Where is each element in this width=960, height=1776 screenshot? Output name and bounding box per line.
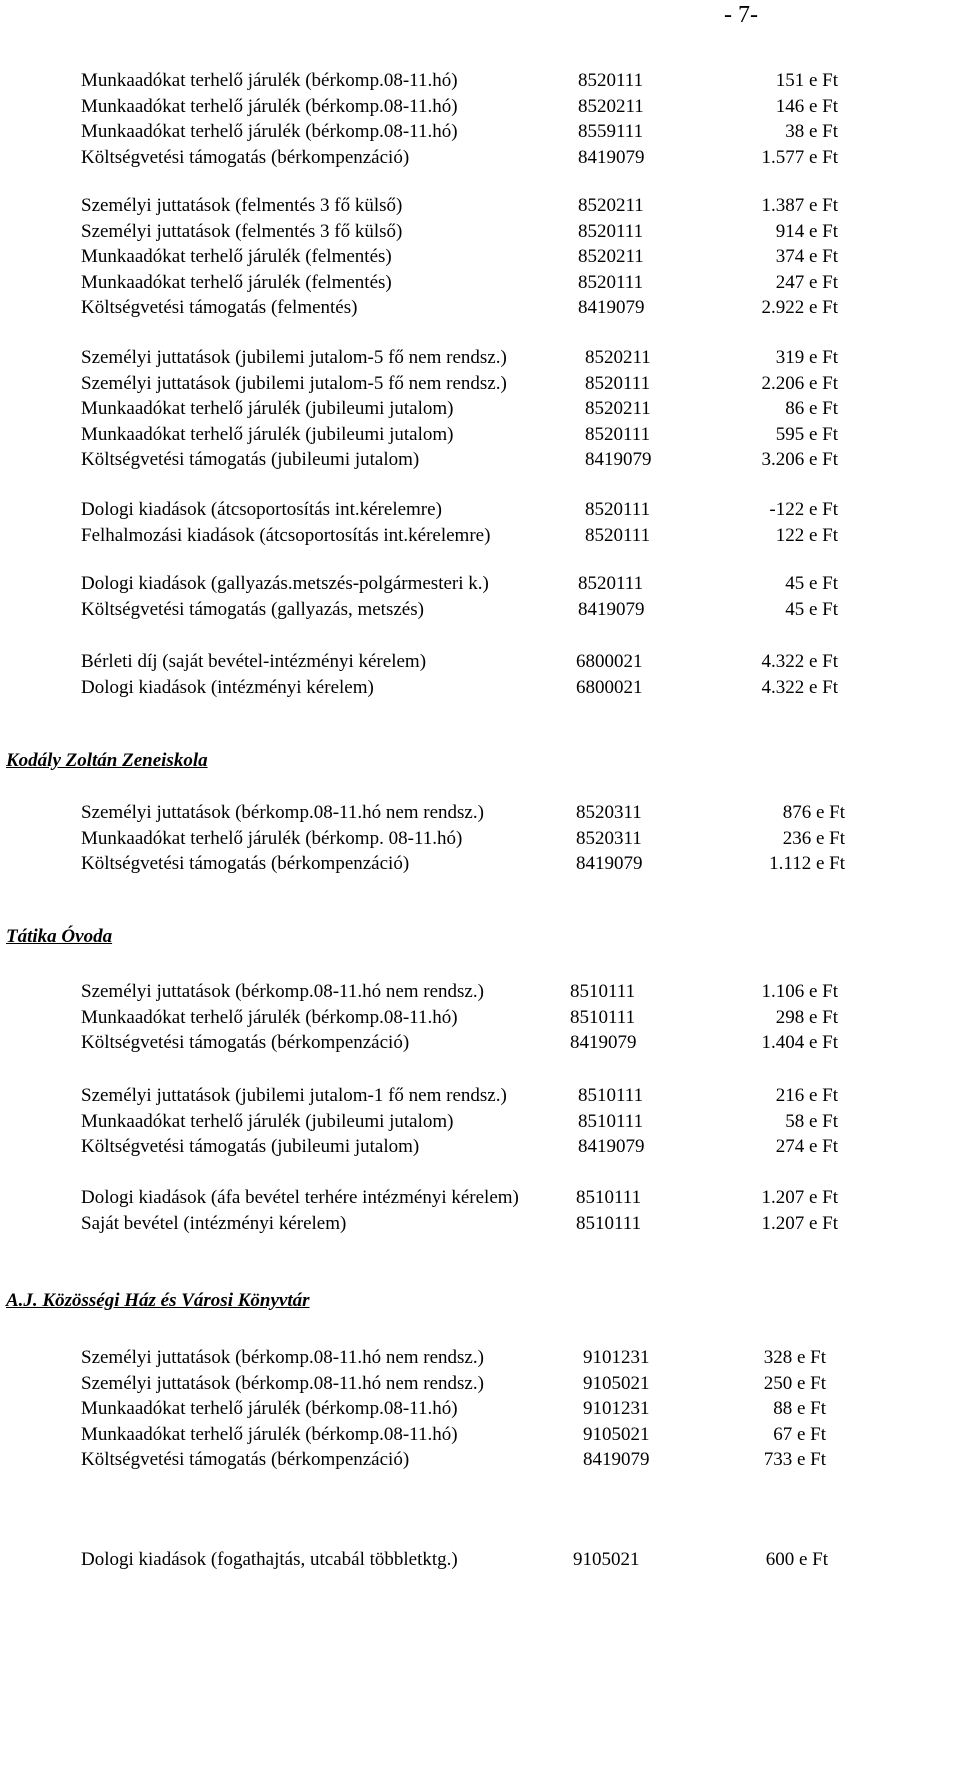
ledger-row (81, 800, 845, 825)
ledger-row (81, 1134, 838, 1159)
ledger-amount: 58 e Ft (785, 1110, 838, 1132)
ledger-amount: 45 e Ft (785, 598, 838, 620)
ledger-row (81, 219, 838, 244)
ledger-row (81, 1447, 826, 1472)
ledger-code: 8559111 (578, 121, 644, 142)
ledger-code: 8520211 (585, 398, 651, 419)
ledger-code: 9101231 (583, 1398, 650, 1419)
ledger-code: 8520111 (585, 372, 651, 394)
ledger-label: Munkaadókat terhelő járulék (bérkomp.08-11.hó) (81, 1423, 458, 1445)
ledger-label: Költségvetési támogatás (bérkompenzáció) (81, 1032, 410, 1053)
ledger-row (81, 523, 838, 548)
ledger-row (81, 979, 838, 1004)
ledger-code: 8520311 (576, 827, 642, 849)
ledger-amount: 247 e Ft (775, 271, 838, 293)
ledger-code: 8419079 (570, 1032, 637, 1053)
ledger-code: 8510111 (578, 1085, 644, 1106)
ledger-row (81, 396, 838, 421)
ledger-amount: -122 e Ft (769, 499, 838, 520)
ledger-row (81, 1083, 838, 1108)
ledger-label: Személyi juttatások (bérkomp.08-11.hó nem rendsz.) (81, 1347, 484, 1368)
ledger-row (81, 1371, 826, 1396)
ledger-code: 8520211 (578, 95, 644, 117)
ledger-label: Dologi kiadások (gallyazás.metszés-polgármesteri k.) (81, 573, 489, 594)
ledger-row (81, 571, 838, 596)
ledger-row (81, 371, 838, 396)
ledger-label: Munkaadókat terhelő járulék (jubileumi jutalom) (81, 398, 454, 419)
section-heading: Kodály Zoltán Zeneiskola (6, 750, 208, 771)
ledger-code: 6800021 (576, 651, 643, 672)
ledger-label: Felhalmozási kiadások (átcsoportosítás int.kérelemre) (81, 524, 491, 546)
ledger-row (81, 447, 838, 472)
ledger-code: 8419079 (583, 1449, 650, 1470)
ledger-code: 8520311 (576, 802, 642, 823)
ledger-amount: 86 e Ft (785, 398, 838, 419)
ledger-row (81, 1547, 828, 1572)
ledger-amount: 1.112 e Ft (769, 853, 845, 874)
ledger-row (81, 1185, 838, 1210)
ledger-code: 9105021 (583, 1372, 650, 1394)
ledger-row (81, 68, 838, 93)
ledger-label: Költségvetési támogatás (jubileumi jutalom) (81, 449, 420, 470)
ledger-code: 8520211 (585, 347, 651, 368)
section-heading: A.J. Közösségi Ház és Városi Könyvtár (6, 1290, 310, 1311)
ledger-amount: 146 e Ft (775, 95, 838, 117)
ledger-amount: 2.922 e Ft (761, 297, 838, 318)
ledger-code: 6800021 (576, 676, 643, 698)
ledger-row (81, 145, 838, 170)
ledger-row (81, 649, 838, 674)
ledger-code: 8520211 (578, 246, 644, 267)
ledger-label: Személyi juttatások (bérkomp.08-11.hó nem rendsz.) (81, 981, 484, 1002)
ledger-label: Személyi juttatások (jubilemi jutalom-5 fő nem rendsz.) (81, 372, 507, 394)
ledger-label: Munkaadókat terhelő járulék (bérkomp. 08-11.hó) (81, 827, 463, 849)
ledger-row (81, 597, 838, 622)
ledger-label: Dologi kiadások (fogathajtás, utcabál többletktg.) (81, 1549, 458, 1570)
ledger-label: Munkaadókat terhelő járulék (bérkomp.08-11.hó) (81, 70, 458, 91)
ledger-label: Költségvetési támogatás (bérkompenzáció) (81, 146, 410, 168)
ledger-row (81, 1030, 838, 1055)
ledger-code: 8419079 (578, 598, 645, 620)
ledger-row (81, 851, 845, 876)
ledger-code: 8510111 (576, 1187, 642, 1208)
ledger-code: 8520111 (578, 70, 644, 91)
ledger-amount: 67 e Ft (773, 1423, 826, 1445)
section-heading: Tátika Óvoda (6, 926, 113, 947)
ledger-amount: 298 e Ft (775, 1006, 838, 1028)
ledger-label: Munkaadókat terhelő járulék (jubileumi jutalom) (81, 423, 454, 445)
ledger-label: Személyi juttatások (felmentés 3 fő külső) (81, 220, 403, 242)
ledger-code: 8419079 (578, 146, 645, 168)
ledger-label: Személyi juttatások (bérkomp.08-11.hó nem rendsz.) (81, 1372, 484, 1394)
ledger-row (81, 119, 838, 144)
ledger-code: 8510111 (570, 981, 636, 1002)
ledger-row (81, 1345, 826, 1370)
ledger-amount: 4.322 e Ft (761, 651, 838, 672)
ledger-amount: 236 e Ft (782, 827, 845, 849)
ledger-code: 8520211 (578, 195, 644, 216)
ledger-amount: 1.207 e Ft (761, 1212, 838, 1234)
ledger-label: Személyi juttatások (jubilemi jutalom-5 fő nem rendsz.) (81, 347, 507, 368)
ledger-row (81, 497, 838, 522)
ledger-label: Munkaadókat terhelő járulék (bérkomp.08-11.hó) (81, 1006, 458, 1028)
ledger-amount: 88 e Ft (773, 1398, 826, 1419)
ledger-row (81, 1109, 838, 1134)
ledger-label: Költségvetési támogatás (gallyazás, metszés) (81, 598, 424, 620)
ledger-amount: 374 e Ft (775, 246, 838, 267)
ledger-amount: 1.106 e Ft (761, 981, 838, 1002)
page-number: - 7- (724, 2, 758, 28)
ledger-code: 8520111 (585, 499, 651, 520)
ledger-label: Bérleti díj (saját bevétel-intézményi kérelem) (81, 651, 427, 672)
ledger-code: 8520111 (578, 220, 644, 242)
ledger-amount: 733 e Ft (763, 1449, 826, 1470)
ledger-row (81, 1211, 838, 1236)
ledger-label: Költségvetési támogatás (jubileumi jutalom) (81, 1136, 420, 1157)
ledger-label: Személyi juttatások (jubilemi jutalom-1 fő nem rendsz.) (81, 1085, 507, 1106)
ledger-code: 8520111 (578, 573, 644, 594)
ledger-label: Költségvetési támogatás (bérkompenzáció) (81, 853, 410, 874)
ledger-row (81, 94, 838, 119)
ledger-row (81, 193, 838, 218)
ledger-amount: 1.404 e Ft (761, 1032, 838, 1053)
ledger-row (81, 826, 845, 851)
ledger-label: Munkaadókat terhelő járulék (felmentés) (81, 271, 392, 293)
ledger-label: Költségvetési támogatás (felmentés) (81, 297, 358, 318)
ledger-label: Személyi juttatások (felmentés 3 fő külső) (81, 195, 403, 216)
ledger-row (81, 345, 838, 370)
ledger-label: Munkaadókat terhelő járulék (jubileumi jutalom) (81, 1110, 454, 1132)
ledger-code: 8520111 (578, 271, 644, 293)
ledger-row (81, 270, 838, 295)
ledger-amount: 595 e Ft (775, 423, 838, 445)
ledger-label: Munkaadókat terhelő járulék (felmentés) (81, 246, 392, 267)
ledger-label: Dologi kiadások (intézményi kérelem) (81, 676, 374, 698)
ledger-amount: 45 e Ft (785, 573, 838, 594)
ledger-row (81, 295, 838, 320)
ledger-amount: 216 e Ft (775, 1085, 838, 1106)
ledger-code: 8520111 (585, 524, 651, 546)
ledger-row (81, 1396, 826, 1421)
ledger-label: Dologi kiadások (áfa bevétel terhére intézményi kérelem) (81, 1187, 519, 1208)
ledger-row (81, 675, 838, 700)
ledger-label: Költségvetési támogatás (bérkompenzáció) (81, 1449, 410, 1470)
ledger-amount: 38 e Ft (785, 121, 838, 142)
ledger-label: Munkaadókat terhelő járulék (bérkomp.08-11.hó) (81, 121, 458, 142)
ledger-label: Saját bevétel (intézményi kérelem) (81, 1212, 347, 1234)
ledger-amount: 4.322 e Ft (761, 676, 838, 698)
ledger-code: 9105021 (583, 1423, 650, 1445)
ledger-label: Munkaadókat terhelő járulék (bérkomp.08-11.hó) (81, 95, 458, 117)
ledger-amount: 122 e Ft (775, 524, 838, 546)
ledger-row (81, 422, 838, 447)
ledger-code: 8419079 (578, 1136, 645, 1157)
ledger-amount: 328 e Ft (763, 1347, 826, 1368)
ledger-code: 8419079 (585, 449, 652, 470)
ledger-code: 8520111 (585, 423, 651, 445)
ledger-amount: 876 e Ft (782, 802, 845, 823)
ledger-row (81, 244, 838, 269)
ledger-row (81, 1422, 826, 1447)
ledger-label: Személyi juttatások (bérkomp.08-11.hó nem rendsz.) (81, 802, 484, 823)
ledger-amount: 2.206 e Ft (761, 372, 838, 394)
ledger-code: 8510111 (570, 1006, 636, 1028)
ledger-row (81, 1005, 838, 1030)
ledger-amount: 1.577 e Ft (761, 146, 838, 168)
ledger-amount: 319 e Ft (775, 347, 838, 368)
ledger-label: Dologi kiadások (átcsoportosítás int.kérelemre) (81, 499, 442, 520)
ledger-amount: 151 e Ft (775, 70, 838, 91)
ledger-code: 9101231 (583, 1347, 650, 1368)
ledger-amount: 1.387 e Ft (761, 195, 838, 216)
ledger-code: 8419079 (578, 297, 645, 318)
ledger-amount: 250 e Ft (763, 1372, 826, 1394)
ledger-code: 8510111 (576, 1212, 642, 1234)
ledger-amount: 274 e Ft (775, 1136, 838, 1157)
ledger-label: Munkaadókat terhelő járulék (bérkomp.08-11.hó) (81, 1398, 458, 1419)
ledger-amount: 600 e Ft (765, 1549, 828, 1570)
ledger-code: 8419079 (576, 853, 643, 874)
ledger-amount: 1.207 e Ft (761, 1187, 838, 1208)
ledger-amount: 914 e Ft (775, 220, 838, 242)
ledger-amount: 3.206 e Ft (761, 449, 838, 470)
ledger-code: 9105021 (573, 1549, 640, 1570)
ledger-code: 8510111 (578, 1110, 644, 1132)
